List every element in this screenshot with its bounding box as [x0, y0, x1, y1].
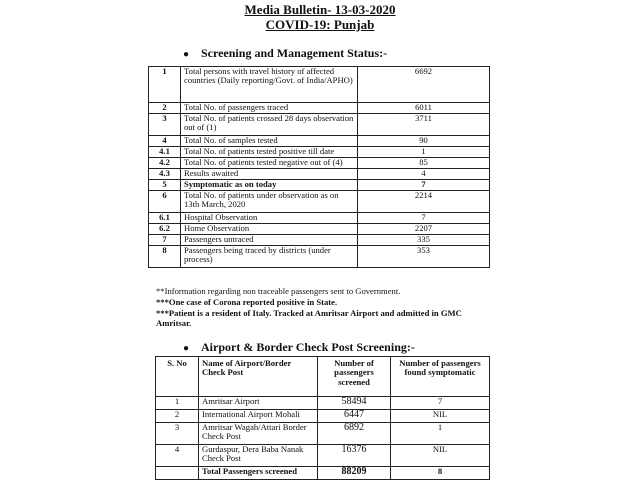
section-heading-airport	[183, 340, 415, 355]
row-screened: 6892	[318, 423, 391, 445]
row-value: 90	[358, 136, 490, 147]
row-number: 7	[149, 235, 181, 246]
row-screened: 6447	[318, 410, 391, 423]
row-number: 6.1	[149, 213, 181, 224]
row-name: International Airport Mohali	[199, 410, 318, 423]
row-name: Gurdaspur, Dera Baba Nanak Check Post	[199, 445, 318, 467]
row-sno: 1	[156, 397, 199, 410]
total-empty-cell	[156, 467, 199, 480]
table-row	[149, 246, 490, 268]
table-row	[149, 136, 490, 147]
row-description: Total No. of patients under observation as on 13th March, 2020	[181, 191, 358, 213]
row-value: 85	[358, 158, 490, 169]
table-row	[149, 180, 490, 191]
row-number: 1	[149, 67, 181, 103]
total-row	[156, 467, 490, 480]
row-sno: 2	[156, 410, 199, 423]
row-value: 4	[358, 169, 490, 180]
row-value: 6011	[358, 103, 490, 114]
note-untraced: **Information regarding non traceable passengers sent to Government.	[156, 286, 401, 296]
table-row	[149, 158, 490, 169]
row-description: Passengers untraced	[181, 235, 358, 246]
section-heading-text: Screening and Management Status:-	[201, 46, 388, 60]
table-row	[149, 103, 490, 114]
table-row	[149, 235, 490, 246]
note-patient-details: ***Patient is a resident of Italy. Tracked at Amritsar Airport and admitted in GMC Amritsar.	[156, 308, 462, 328]
table-row	[156, 410, 490, 423]
row-sno: 3	[156, 423, 199, 445]
row-value: 3711	[358, 114, 490, 136]
table-row	[149, 213, 490, 224]
row-screened: 16376	[318, 445, 391, 467]
bullet-icon: ●	[183, 49, 190, 60]
row-sno: 4	[156, 445, 199, 467]
table-header-row	[156, 357, 490, 397]
row-description: Results awaited	[181, 169, 358, 180]
bulletin-title: Media Bulletin- 13-03-2020	[244, 2, 396, 17]
row-number: 5	[149, 180, 181, 191]
row-description: Total No. of patients tested positive till date	[181, 147, 358, 158]
table-row	[156, 423, 490, 445]
table-row	[156, 445, 490, 467]
row-number: 4	[149, 136, 181, 147]
row-value: 7	[358, 180, 490, 191]
row-value: 353	[358, 246, 490, 268]
row-number: 2	[149, 103, 181, 114]
row-description: Total No. of patients tested negative out of (4)	[181, 158, 358, 169]
col-header-sno: S. No	[156, 357, 199, 397]
total-symptomatic: 8	[391, 467, 490, 480]
row-description: Passengers being traced by districts (under process)	[181, 246, 358, 268]
row-description: Total No. of passengers traced	[181, 103, 358, 114]
row-number: 4.2	[149, 158, 181, 169]
table-row	[149, 224, 490, 235]
row-number: 8	[149, 246, 181, 268]
row-value: 1	[358, 147, 490, 158]
row-description: Symptomatic as on today	[181, 180, 358, 191]
col-header-name: Name of Airport/Border Check Post	[199, 357, 318, 397]
airport-screening-table	[155, 356, 490, 480]
table-row	[149, 191, 490, 213]
row-number: 6	[149, 191, 181, 213]
row-name: Amritsar Wagah/Attari Border Check Post	[199, 423, 318, 445]
total-screened: 88209	[318, 467, 391, 480]
bulletin-subtitle: COVID-19: Punjab	[265, 17, 375, 32]
row-name: Amritsar Airport	[199, 397, 318, 410]
row-number: 4.1	[149, 147, 181, 158]
row-number: 3	[149, 114, 181, 136]
row-description: Home Observation	[181, 224, 358, 235]
row-symptomatic: NIL	[391, 410, 490, 423]
table-row	[149, 169, 490, 180]
row-value: 6692	[358, 67, 490, 103]
notes-block	[156, 286, 496, 329]
col-header-screened: Number of passengers screened	[318, 357, 391, 397]
row-symptomatic: 7	[391, 397, 490, 410]
bullet-icon: ●	[183, 343, 190, 354]
table-row	[156, 397, 490, 410]
table-row	[149, 67, 490, 103]
row-screened: 58494	[318, 397, 391, 410]
total-label: Total Passengers screened	[199, 467, 318, 480]
row-number: 4.3	[149, 169, 181, 180]
col-header-symptomatic: Number of passengers found symptomatic	[391, 357, 490, 397]
row-symptomatic: 1	[391, 423, 490, 445]
row-number: 6.2	[149, 224, 181, 235]
row-description: Total persons with travel history of affected countries (Daily reporting/Govt. of India/APHO)	[181, 67, 358, 103]
row-description: Total No. of patients crossed 28 days observation out of (1)	[181, 114, 358, 136]
note-positive-case: ***One case of Corona reported positive in State.	[156, 297, 338, 307]
row-description: Hospital Observation	[181, 213, 358, 224]
section-heading-text: Airport & Border Check Post Screening:-	[201, 340, 415, 354]
section-heading-screening	[183, 46, 387, 61]
row-value: 2214	[358, 191, 490, 213]
table-row	[149, 114, 490, 136]
table-row	[149, 147, 490, 158]
row-value: 7	[358, 213, 490, 224]
row-value: 335	[358, 235, 490, 246]
row-description: Total No. of samples tested	[181, 136, 358, 147]
screening-status-table	[148, 66, 490, 268]
row-value: 2207	[358, 224, 490, 235]
row-symptomatic: NIL	[391, 445, 490, 467]
